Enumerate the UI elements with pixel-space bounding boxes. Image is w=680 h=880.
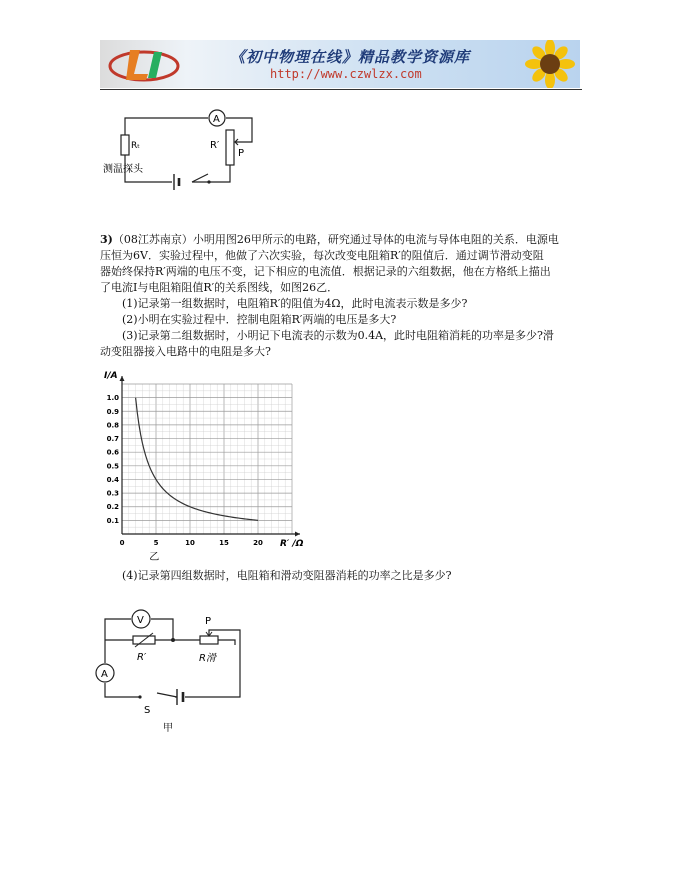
thermistor-label: Rₜ [131, 141, 140, 151]
sub-question-2: (2)小明在实验过程中．控制电阻箱R′两端的电压是多大? [122, 313, 397, 326]
question-line: 压恒为6V．实验过程中，他做了六次实验，每次改变电阻箱R′的阻值后．通过调节滑动变阻 [100, 249, 544, 262]
rheostat-label: R滑 [199, 653, 216, 664]
switch-contact-icon [138, 695, 141, 698]
switch-contact-icon [207, 180, 210, 183]
x-tick-label: 5 [153, 539, 159, 547]
site-logo-icon [104, 44, 184, 84]
ammeter-label: A [101, 669, 108, 680]
chart-xlabel: R′ /Ω [280, 539, 304, 549]
question-line: （08江苏南京）小明用图26甲所示的电路，研究通过导体的电流与导体电阻的关系．电源电 [112, 233, 559, 246]
x-tick-label: 20 [253, 539, 263, 547]
question-line: 器始终保持R′两端的电压不变，记下相应的电流值．根据记录的六组数据，他在方格纸上描出 [100, 265, 551, 278]
y-tick-label: 0.9 [106, 407, 119, 416]
x-tick-label: 10 [185, 539, 195, 547]
ammeter-label: A [213, 114, 220, 125]
probe-label: 测温探头 [103, 164, 143, 175]
junction-dot-icon [171, 638, 175, 642]
sub-question-3-cont: 动变阻器接入电路中的电阻是多大? [100, 345, 271, 358]
y-axis-arrow-icon [120, 376, 125, 381]
x-tick-label: 15 [219, 539, 229, 547]
slider-label: P [205, 616, 212, 627]
current-resistance-chart [100, 366, 330, 566]
chart-ylabel: I/A [104, 371, 118, 381]
x-axis-arrow-icon [295, 532, 300, 537]
circuit-diagram-jia [95, 605, 255, 735]
chart-caption: 乙 [149, 552, 160, 563]
circuit-caption: 甲 [163, 723, 173, 734]
banner-divider [100, 89, 582, 90]
rheostat-label: R′ [210, 140, 220, 151]
y-tick-label: 1.0 [106, 394, 119, 403]
sub-question-4: (4)记录第四组数据时，电阻箱和滑动变阻器消耗的功率之比是多少? [122, 569, 452, 582]
thermistor-resistor [121, 135, 129, 155]
switch-label: S [144, 705, 151, 716]
y-tick-label: 0.4 [106, 475, 119, 484]
question-number: 3) [100, 233, 113, 246]
slider-label: P [238, 148, 245, 159]
header-banner [100, 40, 580, 88]
rheostat [200, 636, 218, 644]
question-block-4 [100, 568, 585, 584]
sub-question-3: (3)记录第二组数据时，小明记下电流表的示数为0.4A，此时电阻箱消耗的功率是多少?滑 [122, 329, 554, 342]
y-tick-label: 0.7 [106, 435, 119, 444]
y-tick-label: 0.5 [106, 462, 119, 471]
y-tick-label: 0.1 [106, 516, 119, 525]
banner-title: 《初中物理在线》精品教学资源库 [230, 48, 471, 66]
rheostat [226, 130, 234, 165]
y-tick-label: 0.8 [106, 421, 119, 430]
sub-question-1: (1)记录第一组数据时，电阻箱R′的阻值为4Ω，此时电流表示数是多少? [122, 297, 468, 310]
battery-icon [177, 689, 183, 705]
y-tick-label: 0.2 [106, 503, 119, 512]
y-tick-label: 0.6 [106, 448, 119, 457]
voltmeter-label: V [137, 615, 144, 626]
chart-grid [122, 384, 292, 534]
x-tick-label: 0 [119, 539, 125, 547]
circuit-diagram-probe [100, 100, 270, 190]
slider-arrow-icon [235, 139, 240, 145]
y-tick-label: 0.3 [106, 489, 119, 498]
sunflower-icon [520, 40, 580, 88]
resistance-box-label: R′ [137, 652, 147, 663]
chart-ticks [107, 394, 263, 547]
question-block [100, 232, 585, 360]
question-line: 了电流I与电阻箱阻值R′的关系图线，如图26乙． [100, 281, 339, 294]
banner-url[interactable]: http://www.czwlzx.com [270, 67, 422, 81]
battery-icon [174, 174, 179, 190]
